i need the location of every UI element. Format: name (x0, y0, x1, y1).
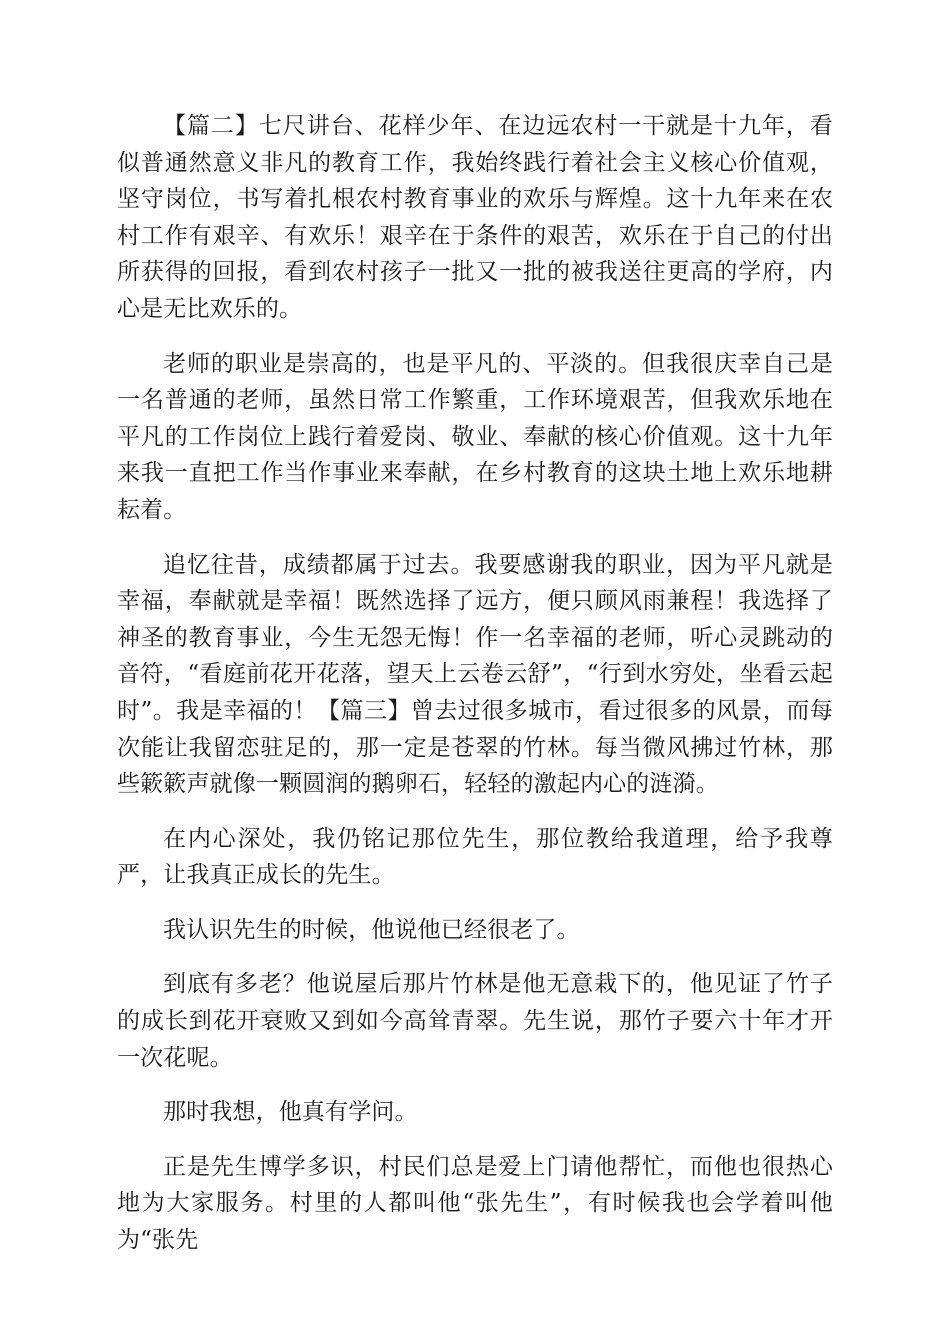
document-body (117, 108, 833, 1259)
paragraph-spacer (117, 1076, 833, 1094)
paragraph-2: 老师的职业是崇高的，也是平凡的、平淡的。但我很庆幸自己是一名普通的老师，虽然日常工作繁重，工作环境艰苦，但我欢乐地在平凡的工作岗位上践行着爱岗、敬业、奉献的核心价值观。这十九年来我一直把工作当作事业来奉献，在乡村教育的这块土地上欢乐地耕耘着。 (117, 350, 833, 523)
paragraph-spacer (117, 803, 833, 821)
paragraph-6: 到底有多老？他说屋后那片竹林是他无意栽下的，他见证了竹子的成长到花开衰败又到如今高耸青翠。先生说，那竹子要六十年才开一次花呢。 (117, 971, 833, 1071)
paragraph-spacer (117, 948, 833, 966)
paragraph-5: 我认识先生的时候，他说他已经很老了。 (163, 916, 580, 943)
paragraph-spacer (117, 328, 833, 346)
paragraph-spacer (117, 1131, 833, 1149)
paragraph-spacer (117, 529, 833, 547)
paragraph-3: 追忆往昔，成绩都属于过去。我要感谢我的职业，因为平凡就是幸福，奉献就是幸福！既然选择了远方，便只顾风雨兼程！我选择了神圣的教育事业，今生无怨无悔！作一名幸福的老师，听心灵跳动的音符，“看庭前花开花落，望天上云卷云舒”，“行到水穷处，坐看云起时”。我是幸福的！【篇三】曾去过很多城市，看过很多的风景，而每次能让我留恋驻足的，那一定是苍翠的竹林。每当微风拂过竹林，那些簌簌声就像一颗圆润的鹅卵石，轻轻的激起内心的涟漪。 (117, 551, 833, 798)
paragraph-7: 那时我想，他真有学问。 (163, 1099, 418, 1126)
paragraph-4: 在内心深处，我仍铭记那位先生，那位教给我道理，给予我尊严，让我真正成长的先生。 (117, 825, 833, 889)
paragraph-8: 正是先生博学多识，村民们总是爱上门请他帮忙，而他也很热心地为大家服务。村里的人都叫他“张先生”，有时候我也会学着叫他为“张先 (117, 1153, 833, 1254)
paragraph-1: 【篇二】七尺讲台、花样少年、在边远农村一干就是十九年，看似普通然意义非凡的教育工作，我始终践行着社会主义核心价值观，坚守岗位，书写着扎根农村教育事业的欢乐与辉煌。这十九年来在农村工作有艰辛、有欢乐！艰辛在于条件的艰苦，欢乐在于自己的付出所获得的回报，看到农村孩子一批又一批的被我送往更高的学府，内心是无比欢乐的。 (117, 113, 833, 322)
paragraph-spacer (117, 894, 833, 912)
